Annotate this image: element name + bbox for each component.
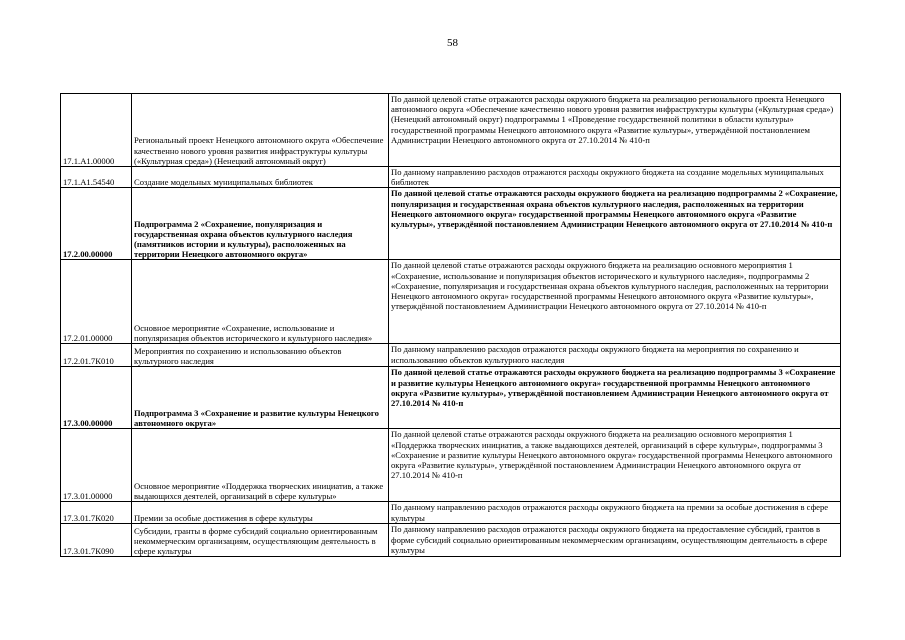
description-cell: По данному направлению расходов отражаются расходы окружного бюджета на мероприятия по сохранению и использованию объектов культурного наследия (389, 344, 841, 367)
code-cell: 17.2.01.00000 (61, 260, 132, 344)
name-cell: Региональный проект Ненецкого автономного округа «Обеспечение качественно нового уровня развития инфраструктуры культуры («Культурная среда») (Ненецкий автономный округ) (132, 94, 389, 167)
name-cell: Премии за особые достижения в сфере культуры (132, 502, 389, 524)
name-cell: Основное мероприятие «Поддержка творческих инициатив, а также выдающихся деятелей, организаций в сфере культуры» (132, 429, 389, 502)
name-cell: Мероприятия по сохранению и использованию объектов культурного наследия (132, 344, 389, 367)
name-cell: Подпрограмма 2 «Сохранение, популяризация и государственная охрана объектов культурного наследия (памятников истории и культуры), расположенных на территории Ненецкого автономного округа» (132, 188, 389, 260)
description-cell: По данной целевой статье отражаются расходы окружного бюджета на реализацию основного мероприятия 1 «Сохранение, использование и популяризация объектов исторического и культурного наследия», подпрограммы 2 «Сохранение, популяризация и государственная охрана объектов культурного наследия, расположенных на территории Ненецкого автономного округа» государственной программы Ненецкого автономного округа «Развитие культуры», утверждённой постановлением Администрации Ненецкого автономного округа от 27.10.2014 № 410-п (389, 260, 841, 344)
code-cell: 17.3.00.00000 (61, 367, 132, 429)
description-cell: По данному направлению расходов отражаются расходы окружного бюджета на создание модельных муниципальных библиотек (389, 167, 841, 188)
description-cell: По данной целевой статье отражаются расходы окружного бюджета на реализацию регионального проекта Ненецкого автономного округа «Обеспечение качественно нового уровня развития инфраструктуры культуры («Культурная среда») (Ненецкий автономный округ) подпрограммы 1 «Проведение государственной политики в области культуры» государственной программы Ненецкого автономного округа «Развитие культуры», утверждённой постановлением Администрации Ненецкого автономного округа от 27.10.2014 № 410-п (389, 94, 841, 167)
code-cell: 17.3.01.7К020 (61, 502, 132, 524)
budget-classification-table (60, 93, 841, 557)
table-row (61, 188, 841, 260)
table-row (61, 344, 841, 367)
description-cell: По данной целевой статье отражаются расходы окружного бюджета на реализацию подпрограммы 3 «Сохранение и развитие культуры Ненецкого автономного округа» государственной программы Ненецкого автономного округа «Развитие культуры», утверждённой постановлением Администрации Ненецкого автономного округа от 27.10.2014 № 410-п (389, 367, 841, 429)
description-cell: По данному направлению расходов отражаются расходы окружного бюджета на премии за особые достижения в сфере культуры (389, 502, 841, 524)
code-cell: 17.1.А1.00000 (61, 94, 132, 167)
table-row (61, 167, 841, 188)
table-row (61, 502, 841, 524)
code-cell: 17.2.00.00000 (61, 188, 132, 260)
name-cell: Подпрограмма 3 «Сохранение и развитие культуры Ненецкого автономного округа» (132, 367, 389, 429)
table-row (61, 367, 841, 429)
page-number: 58 (447, 37, 458, 49)
description-cell: По данной целевой статье отражаются расходы окружного бюджета на реализацию основного мероприятия 1 «Поддержка творческих инициатив, а также выдающихся деятелей, организаций в сфере культуры», подпрограммы 3 «Сохранение и развитие культуры Ненецкого автономного округа» государственной программы Ненецкого автономного округа «Развитие культуры», утверждённой постановлением Администрации Ненецкого автономного округа от 27.10.2014 № 410-п (389, 429, 841, 502)
table-row (61, 429, 841, 502)
description-cell: По данной целевой статье отражаются расходы окружного бюджета на реализацию подпрограммы 2 «Сохранение, популяризация и государственная охрана объектов культурного наследия, расположенных на территории Ненецкого автономного округа» государственной программы Ненецкого автономного округа «Развитие культуры», утверждённой постановлением Администрации Ненецкого автономного округа от 27.10.2014 № 410-п (389, 188, 841, 260)
table-row (61, 260, 841, 344)
code-cell: 17.2.01.7К010 (61, 344, 132, 367)
name-cell: Основное мероприятие «Сохранение, использование и популяризация объектов исторического и культурного наследия» (132, 260, 389, 344)
code-cell: 17.1.А1.54540 (61, 167, 132, 188)
name-cell: Субсидии, гранты в форме субсидий социально ориентированным некоммерческим организациям, осуществляющим деятельность в сфере культуры (132, 524, 389, 557)
name-cell: Создание модельных муниципальных библиотек (132, 167, 389, 188)
table-row (61, 94, 841, 167)
table-row (61, 524, 841, 557)
description-cell: По данному направлению расходов отражаются расходы окружного бюджета на предоставление субсидий, грантов в форме субсидий социально ориентированным некоммерческим организациям, осуществляющим деятельность в сфере культуры (389, 524, 841, 557)
code-cell: 17.3.01.7К090 (61, 524, 132, 557)
code-cell: 17.3.01.00000 (61, 429, 132, 502)
